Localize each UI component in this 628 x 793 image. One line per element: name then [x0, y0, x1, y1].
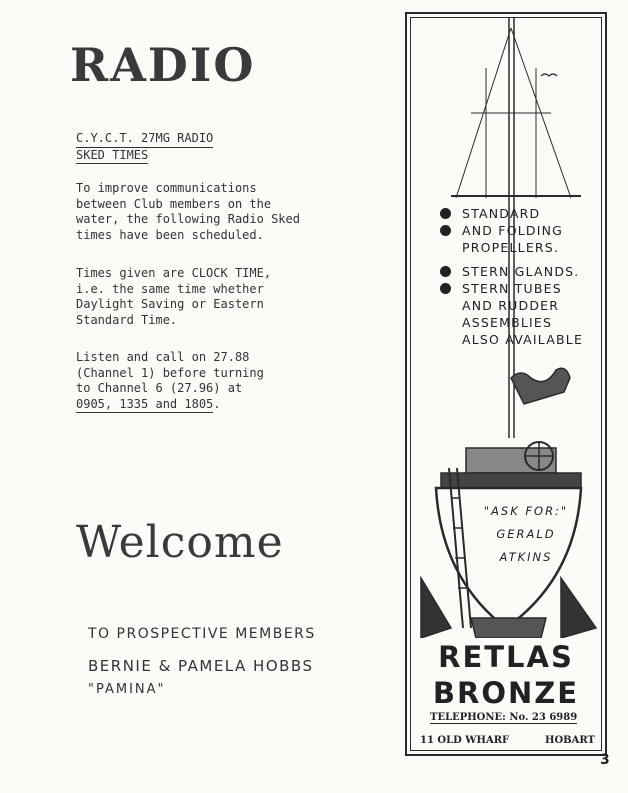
times-suffix: .	[213, 396, 221, 411]
brand-name-line2: BRONZE	[432, 676, 580, 710]
telephone-number: TELEPHONE: No. 23 6989	[430, 712, 578, 723]
stern-parts-list	[440, 263, 583, 348]
list-item: AND FOLDING	[440, 222, 563, 239]
sked-title-line1: C.Y.C.T. 27MG RADIO	[76, 131, 213, 148]
list-item: ALSO AVAILABLE	[462, 332, 584, 347]
page-number: 3	[600, 752, 610, 768]
contact-last-name: ATKINS	[499, 550, 553, 564]
welcome-heading: Welcome	[76, 517, 284, 568]
bullet-icon	[440, 208, 451, 219]
sked-title-line2: SKED TIMES	[76, 148, 148, 165]
text-line: times have been scheduled.	[76, 227, 264, 242]
sailor-icon	[511, 368, 570, 404]
list-item: STERN GLANDS.	[440, 263, 583, 280]
list-item: STANDARD	[440, 205, 563, 222]
bullet-icon	[440, 225, 451, 236]
text-line: (Channel 1) before turning	[76, 365, 264, 380]
ask-for-label	[476, 500, 576, 569]
list-item: PROPELLERS.	[462, 240, 560, 255]
sked-times-values: 0905, 1335 and 1805	[76, 397, 213, 414]
new-member-names: BERNIE & PAMELA HOBBS	[88, 657, 314, 675]
channel-paragraph	[76, 350, 316, 413]
seagull-icon	[541, 74, 557, 76]
sked-title	[76, 131, 276, 164]
list-item: STERN TUBES	[440, 280, 583, 297]
brand-name-line1: RETLAS	[438, 640, 574, 674]
intro-paragraph	[76, 181, 316, 243]
clock-time-paragraph	[76, 266, 316, 328]
text-line: to Channel 6 (27.96) at	[76, 381, 243, 395]
text-line	[76, 397, 316, 414]
text-line: between Club members on the	[76, 196, 272, 211]
text-line: Listen and call on 27.88	[76, 350, 250, 364]
text-line: To improve communications	[76, 181, 257, 195]
contact-first-name: GERALD	[496, 527, 556, 541]
address-street: 11 OLD WHARF	[420, 735, 510, 746]
list-item: ASSEMBLIES	[462, 315, 553, 330]
list-item: AND RUDDER	[462, 298, 560, 313]
text-line: Times given are CLOCK TIME,	[76, 266, 272, 280]
text-line: water, the following Radio Sked	[76, 212, 300, 226]
boat-name: "PAMINA"	[88, 682, 166, 697]
propellers-list	[440, 205, 563, 256]
radio-heading: RADIO	[70, 38, 256, 92]
text-line: Daylight Saving or Eastern	[76, 297, 264, 311]
prospective-members-label: TO PROSPECTIVE MEMBERS	[88, 626, 316, 642]
bullet-icon	[440, 266, 451, 277]
bullet-icon	[440, 283, 451, 294]
text-line: Standard Time.	[76, 312, 178, 327]
text-line: i.e. the same time whether	[76, 281, 264, 296]
address-city: HOBART	[545, 735, 595, 746]
ask-for-line: "ASK FOR:"	[483, 504, 569, 518]
